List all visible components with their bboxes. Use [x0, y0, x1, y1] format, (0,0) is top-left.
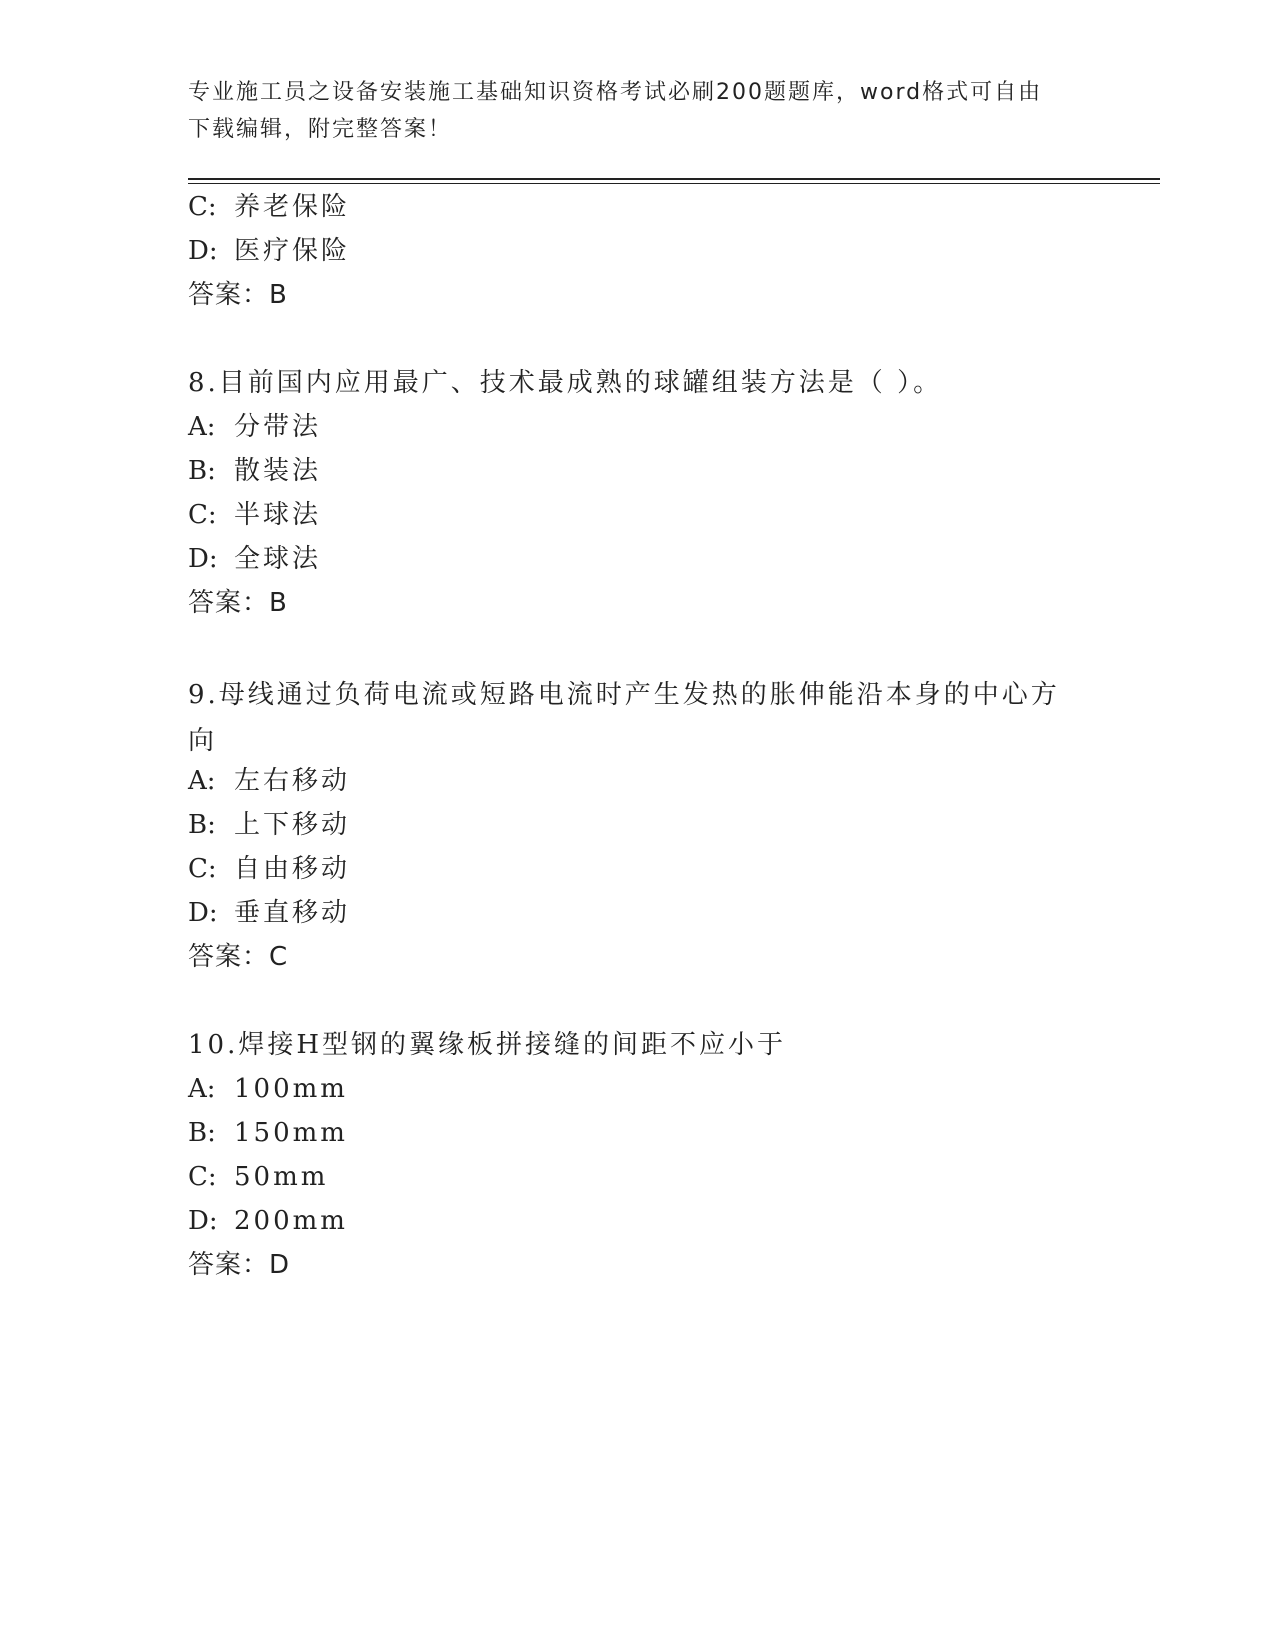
option-c	[188, 190, 350, 224]
option-c	[188, 1160, 328, 1194]
option-text: 垂直移动	[234, 898, 351, 928]
option-b	[188, 1116, 348, 1150]
option-text: 左右移动	[234, 766, 351, 796]
option-a	[188, 764, 350, 798]
option-text: 150mm	[234, 1118, 348, 1148]
option-text: 200mm	[234, 1206, 348, 1236]
option-key: D:	[188, 1206, 218, 1236]
question-stem: 8.目前国内应用最广、技术最成熟的球罐组装方法是（ ）。	[188, 368, 943, 398]
header-rule-thick	[188, 178, 1160, 180]
option-c	[188, 852, 350, 886]
option-text: 半球法	[234, 500, 322, 530]
option-text: 自由移动	[234, 854, 351, 884]
option-text: 100mm	[234, 1074, 348, 1104]
option-key: D:	[188, 544, 218, 574]
option-text: 医疗保险	[234, 236, 351, 266]
option-text: 散装法	[234, 456, 322, 486]
answer-line: 答案：B	[188, 280, 288, 310]
answer-line: 答案：D	[188, 1250, 291, 1280]
question-stem: 10.焊接H型钢的翼缘板拼接缝的间距不应小于	[188, 1030, 787, 1060]
option-key: A:	[188, 412, 216, 442]
answer-line: 答案：B	[188, 588, 288, 618]
answer-line: 答案：C	[188, 942, 289, 972]
option-key: B:	[188, 1118, 216, 1148]
option-key: D:	[188, 236, 218, 266]
option-key: C:	[188, 854, 217, 884]
document-header	[188, 74, 1068, 148]
question-stem: 9.母线通过负荷电流或短路电流时产生发热的胀伸能沿本身的中心方向	[188, 680, 1060, 756]
option-text: 50mm	[234, 1162, 329, 1192]
option-key: B:	[188, 810, 216, 840]
header-rule-thin	[188, 183, 1160, 184]
option-d	[188, 1204, 348, 1238]
option-a	[188, 410, 321, 444]
option-d	[188, 542, 321, 576]
header-line-1: 专业施工员之设备安装施工基础知识资格考试必刷200题题库，word格式可自由	[188, 80, 1043, 105]
option-key: C:	[188, 192, 217, 222]
option-text: 分带法	[234, 412, 322, 442]
option-b	[188, 808, 350, 842]
option-key: A:	[188, 1074, 216, 1104]
option-a	[188, 1072, 348, 1106]
option-d	[188, 896, 350, 930]
option-key: C:	[188, 1162, 217, 1192]
option-key: B:	[188, 456, 216, 486]
option-text: 上下移动	[234, 810, 351, 840]
option-key: D:	[188, 898, 218, 928]
option-b	[188, 454, 321, 488]
option-key: C:	[188, 500, 217, 530]
option-c	[188, 498, 321, 532]
header-line-2: 下载编辑，附完整答案！	[188, 117, 453, 142]
option-text: 全球法	[234, 544, 322, 574]
option-key: A:	[188, 766, 216, 796]
option-d	[188, 234, 350, 268]
option-text: 养老保险	[234, 192, 351, 222]
